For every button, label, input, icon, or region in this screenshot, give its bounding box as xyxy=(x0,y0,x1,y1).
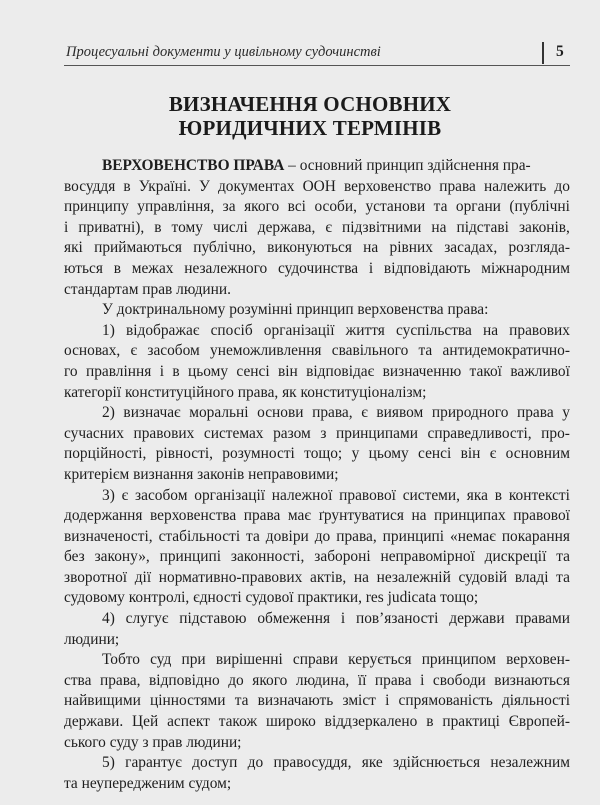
word: слугує xyxy=(125,610,169,628)
word: підставою xyxy=(179,610,247,628)
word: принципах xyxy=(434,507,506,525)
word: належної xyxy=(271,486,333,504)
word: людина, xyxy=(295,671,350,689)
word: визначенню xyxy=(382,362,462,380)
word: держава, xyxy=(257,218,316,236)
word: забороні xyxy=(314,548,371,566)
word: зміст xyxy=(342,692,376,710)
word: в xyxy=(113,259,121,277)
word: незалежній xyxy=(376,568,451,586)
word: є xyxy=(325,218,332,236)
paragraph-line xyxy=(64,424,570,445)
word: визначає xyxy=(123,404,181,422)
word: тому xyxy=(171,218,203,236)
word: Європей- xyxy=(508,713,570,731)
word: основах, xyxy=(64,342,121,360)
word: правосуддя, xyxy=(273,754,352,772)
word: законності, xyxy=(230,548,305,566)
paragraph-line xyxy=(64,568,570,589)
word: свавільного xyxy=(331,342,409,360)
word: на xyxy=(431,218,447,236)
word: керується xyxy=(348,651,412,669)
word: У xyxy=(199,177,210,195)
word: цьому xyxy=(187,362,229,380)
word: основним xyxy=(505,445,570,463)
word: неправомірної xyxy=(380,548,475,566)
word: про- xyxy=(541,424,570,442)
paragraph-line xyxy=(64,444,570,465)
word: відповідає xyxy=(306,362,375,380)
paragraph-line xyxy=(64,238,570,259)
word: Цей xyxy=(132,713,159,731)
word: відповідно xyxy=(149,671,220,689)
word: без xyxy=(64,548,85,566)
word: «немає xyxy=(450,527,496,545)
word: цінностями xyxy=(150,692,226,710)
word: здійснюється xyxy=(393,754,481,772)
word: правової xyxy=(513,507,570,525)
word: визначають xyxy=(257,692,334,710)
word: є xyxy=(130,342,138,360)
paragraph-line xyxy=(64,321,570,342)
word: до xyxy=(314,527,331,545)
paragraph-line-text: стандартам прав людини. xyxy=(64,280,231,298)
word: практиці xyxy=(442,713,500,731)
paragraph-line-text: критерієм визнання законів неправовими; xyxy=(64,465,339,483)
word: пов’язаності xyxy=(355,610,439,628)
word: законів, xyxy=(518,218,570,236)
paragraph-line-text: категорії конституційного права, як конституціоналізм; xyxy=(64,383,427,401)
paragraph-line xyxy=(64,774,570,795)
word: засобом xyxy=(147,342,200,360)
word: довіри xyxy=(265,527,309,545)
word: правами xyxy=(515,610,570,628)
word: ООН xyxy=(302,177,336,195)
word: життя xyxy=(345,321,385,339)
word: і xyxy=(340,610,346,628)
word: 4) xyxy=(102,610,115,628)
word: та xyxy=(556,548,570,566)
paragraph-line-text: та неупередженим судом; xyxy=(64,774,232,792)
word: широко xyxy=(265,713,316,731)
word: межах xyxy=(131,259,174,277)
section-title-line-2: ЮРИДИЧНИХ ТЕРМІНІВ xyxy=(178,116,442,140)
word: цьому xyxy=(368,445,409,463)
word: якого xyxy=(244,198,280,216)
word: 2) xyxy=(102,404,115,422)
word: зворотної xyxy=(64,568,128,586)
word: гарантує xyxy=(125,754,182,772)
word: унеможливлення xyxy=(210,342,322,360)
word: в xyxy=(494,486,503,504)
word: також xyxy=(218,713,258,731)
paragraph-line-text: судовому контролі, єдності судової практики, res judicata тощо; xyxy=(64,589,479,607)
word: особи, xyxy=(314,198,357,216)
word: тощо; xyxy=(304,445,343,463)
word: є xyxy=(121,486,129,504)
word: контексті xyxy=(508,486,570,504)
word: міжнародним xyxy=(481,259,570,277)
word: він xyxy=(460,445,481,463)
paragraph-line xyxy=(64,177,570,198)
section-title xyxy=(100,92,520,140)
section-title-line-1: ВИЗНАЧЕННЯ ОСНОВНИХ xyxy=(168,92,452,116)
word: спосіб xyxy=(210,321,253,339)
word: сенсі xyxy=(236,362,270,380)
word: ґрунтуватися xyxy=(318,507,404,525)
word: документах xyxy=(217,177,295,195)
paragraph-line xyxy=(64,712,570,733)
word: права xyxy=(374,671,412,689)
word: підставі xyxy=(456,218,509,236)
word: сенсі xyxy=(418,445,452,463)
word: і xyxy=(64,218,69,236)
word: на xyxy=(363,239,379,257)
running-title: Процесуальні документи у цивільному судочинстві xyxy=(66,44,381,60)
word: з xyxy=(320,424,327,442)
word: правової xyxy=(339,486,396,504)
word: та xyxy=(433,198,448,216)
word: владі xyxy=(514,568,549,586)
paragraph-line xyxy=(64,527,570,548)
word: і xyxy=(385,692,390,710)
paragraph-line xyxy=(64,218,570,239)
word: 5) xyxy=(102,754,115,772)
word: принципі xyxy=(382,527,445,545)
word: принципом xyxy=(421,651,496,669)
word: установи xyxy=(365,198,426,216)
word: до xyxy=(228,671,244,689)
word: публічно, xyxy=(193,239,256,257)
word: визнаються xyxy=(494,671,570,689)
word: суд xyxy=(150,651,172,669)
word: дії xyxy=(134,568,152,586)
word: віддзеркалено xyxy=(324,713,418,731)
header-rule xyxy=(64,65,570,66)
paragraph-line xyxy=(64,486,570,507)
word: нормативно-правових xyxy=(158,568,303,586)
word: найвищими xyxy=(64,692,141,710)
word: та xyxy=(246,527,260,545)
page-number: 5 xyxy=(556,43,564,60)
word: сучасних xyxy=(64,424,124,442)
word: аспект xyxy=(167,713,210,731)
word: організації xyxy=(194,486,265,504)
word: до xyxy=(554,177,570,195)
word: права, xyxy=(99,671,141,689)
word: в xyxy=(426,713,434,731)
word: у xyxy=(562,404,570,422)
word: якого xyxy=(252,671,288,689)
word: і xyxy=(159,362,164,380)
body-text xyxy=(64,156,570,794)
word: правових xyxy=(133,424,195,442)
word: і xyxy=(368,259,374,277)
word: восуддя xyxy=(64,177,116,195)
word: справедливості, xyxy=(427,424,532,442)
word: верховенства xyxy=(149,507,237,525)
word: правових xyxy=(509,321,570,339)
word: незалежним xyxy=(490,754,570,772)
paragraph-line xyxy=(64,465,570,486)
word: верховен- xyxy=(506,651,570,669)
paragraph-line xyxy=(64,630,570,651)
word: засадах, xyxy=(444,239,498,257)
word: верховенство xyxy=(343,177,432,195)
defined-term: ВЕРХОВЕНСТВО ПРАВА xyxy=(102,157,285,174)
word: правління xyxy=(85,362,152,380)
word: в xyxy=(172,362,180,380)
word: принципами xyxy=(336,424,418,442)
word: системи, xyxy=(402,486,460,504)
word: ства xyxy=(64,671,92,689)
word: на xyxy=(482,321,499,339)
word: при xyxy=(181,651,206,669)
word: та xyxy=(418,342,433,360)
paragraph-line xyxy=(64,753,570,774)
word: держави xyxy=(449,610,505,628)
word: судовій xyxy=(458,568,508,586)
word: числі xyxy=(212,218,248,236)
word: Україні. xyxy=(138,177,191,195)
word: органи xyxy=(455,198,501,216)
paragraph-line xyxy=(64,280,570,301)
word: та xyxy=(234,692,249,710)
word: обмеження xyxy=(257,610,331,628)
word: які xyxy=(64,239,83,257)
word: актів, xyxy=(310,568,347,586)
word: (публічні xyxy=(509,198,570,216)
word: держави. xyxy=(64,713,124,731)
word: він xyxy=(277,362,298,380)
word: ються xyxy=(64,259,103,277)
word: права xyxy=(243,507,281,525)
word: стабільності xyxy=(158,527,241,545)
word: Тобто xyxy=(102,651,140,669)
word: є xyxy=(361,404,368,422)
paragraph-line-text: ського суду з прав людини; xyxy=(64,733,242,751)
word: є xyxy=(489,445,497,463)
paragraph-line xyxy=(64,259,570,280)
paragraph-line xyxy=(64,300,570,321)
paragraph-line xyxy=(64,733,570,754)
word: доступ xyxy=(192,754,238,772)
word: рівності, xyxy=(155,445,213,463)
paragraph-line xyxy=(64,671,570,692)
word: суспільства xyxy=(396,321,472,339)
word: управління, xyxy=(137,198,215,216)
word: права, xyxy=(312,404,353,422)
word: додержання xyxy=(64,507,143,525)
paragraph-line xyxy=(64,362,570,383)
word: права xyxy=(517,404,554,422)
word: відображає xyxy=(125,321,200,339)
word: судочинства xyxy=(277,259,359,277)
word: визначеності, xyxy=(64,527,153,545)
word: засобом xyxy=(135,486,188,504)
word: свободи xyxy=(432,671,486,689)
paragraph-line xyxy=(64,547,570,568)
paragraph-line xyxy=(64,403,570,424)
paragraph-line xyxy=(64,383,570,404)
paragraph-line xyxy=(64,609,570,630)
paragraph-line xyxy=(64,650,570,671)
word: на xyxy=(353,568,369,586)
word: відповідають xyxy=(383,259,471,277)
paragraph-line xyxy=(64,156,570,177)
word: такої xyxy=(469,362,502,380)
word: в xyxy=(154,218,162,236)
word: права xyxy=(439,177,476,195)
word: рівних xyxy=(389,239,433,257)
word: 1) xyxy=(102,321,115,339)
word: 3) xyxy=(102,486,115,504)
word: природного xyxy=(431,404,509,422)
word: приватні), xyxy=(78,218,145,236)
header-separator xyxy=(542,42,544,64)
word: до xyxy=(247,754,264,772)
word: порційності, xyxy=(64,445,147,463)
word: у xyxy=(351,445,360,463)
word: підзвітними xyxy=(342,218,422,236)
word: приймаються xyxy=(94,239,182,257)
word: на xyxy=(411,507,427,525)
paragraph-line xyxy=(64,588,570,609)
word: закону», xyxy=(94,548,150,566)
word: має xyxy=(287,507,311,525)
paragraph-line xyxy=(64,197,570,218)
word: права, xyxy=(336,527,377,545)
word: принципі xyxy=(159,548,222,566)
word: основи xyxy=(257,404,304,422)
word: системах xyxy=(203,424,264,442)
word: виявом xyxy=(376,404,424,422)
word: справи xyxy=(292,651,338,669)
word: принципу xyxy=(64,198,129,216)
word: за xyxy=(222,198,236,216)
word: яка xyxy=(466,486,488,504)
paragraph-line-text: У доктринальному розумінні принцип верховенства права: xyxy=(102,301,489,319)
paragraph-line-text: – основний принцип здійснення пра- xyxy=(284,157,531,174)
word: покарання xyxy=(501,527,570,545)
word: дискреції xyxy=(484,548,547,566)
word: всі xyxy=(287,198,306,216)
word: моральні xyxy=(189,404,249,422)
paragraph-line xyxy=(64,506,570,527)
word: належить xyxy=(483,177,547,195)
paragraph-line-text: людини; xyxy=(64,630,120,648)
word: її xyxy=(357,671,367,689)
word: важливої xyxy=(510,362,570,380)
word: го xyxy=(64,362,78,380)
word: в xyxy=(123,177,131,195)
word: незалежного xyxy=(184,259,268,277)
word: яке xyxy=(361,754,383,772)
word: виконуються xyxy=(267,239,352,257)
word: та xyxy=(556,568,570,586)
word: розглядa- xyxy=(508,239,570,257)
word: організації xyxy=(263,321,335,339)
word: і xyxy=(420,671,425,689)
word: спрямованість xyxy=(398,692,493,710)
word: разом xyxy=(273,424,311,442)
paragraph-line xyxy=(64,691,570,712)
word: діяльності xyxy=(501,692,570,710)
word: вирішенні xyxy=(215,651,283,669)
paragraph-line xyxy=(64,341,570,362)
word: антидемократично- xyxy=(442,342,570,360)
word: розумності xyxy=(222,445,295,463)
page-header xyxy=(64,42,570,68)
